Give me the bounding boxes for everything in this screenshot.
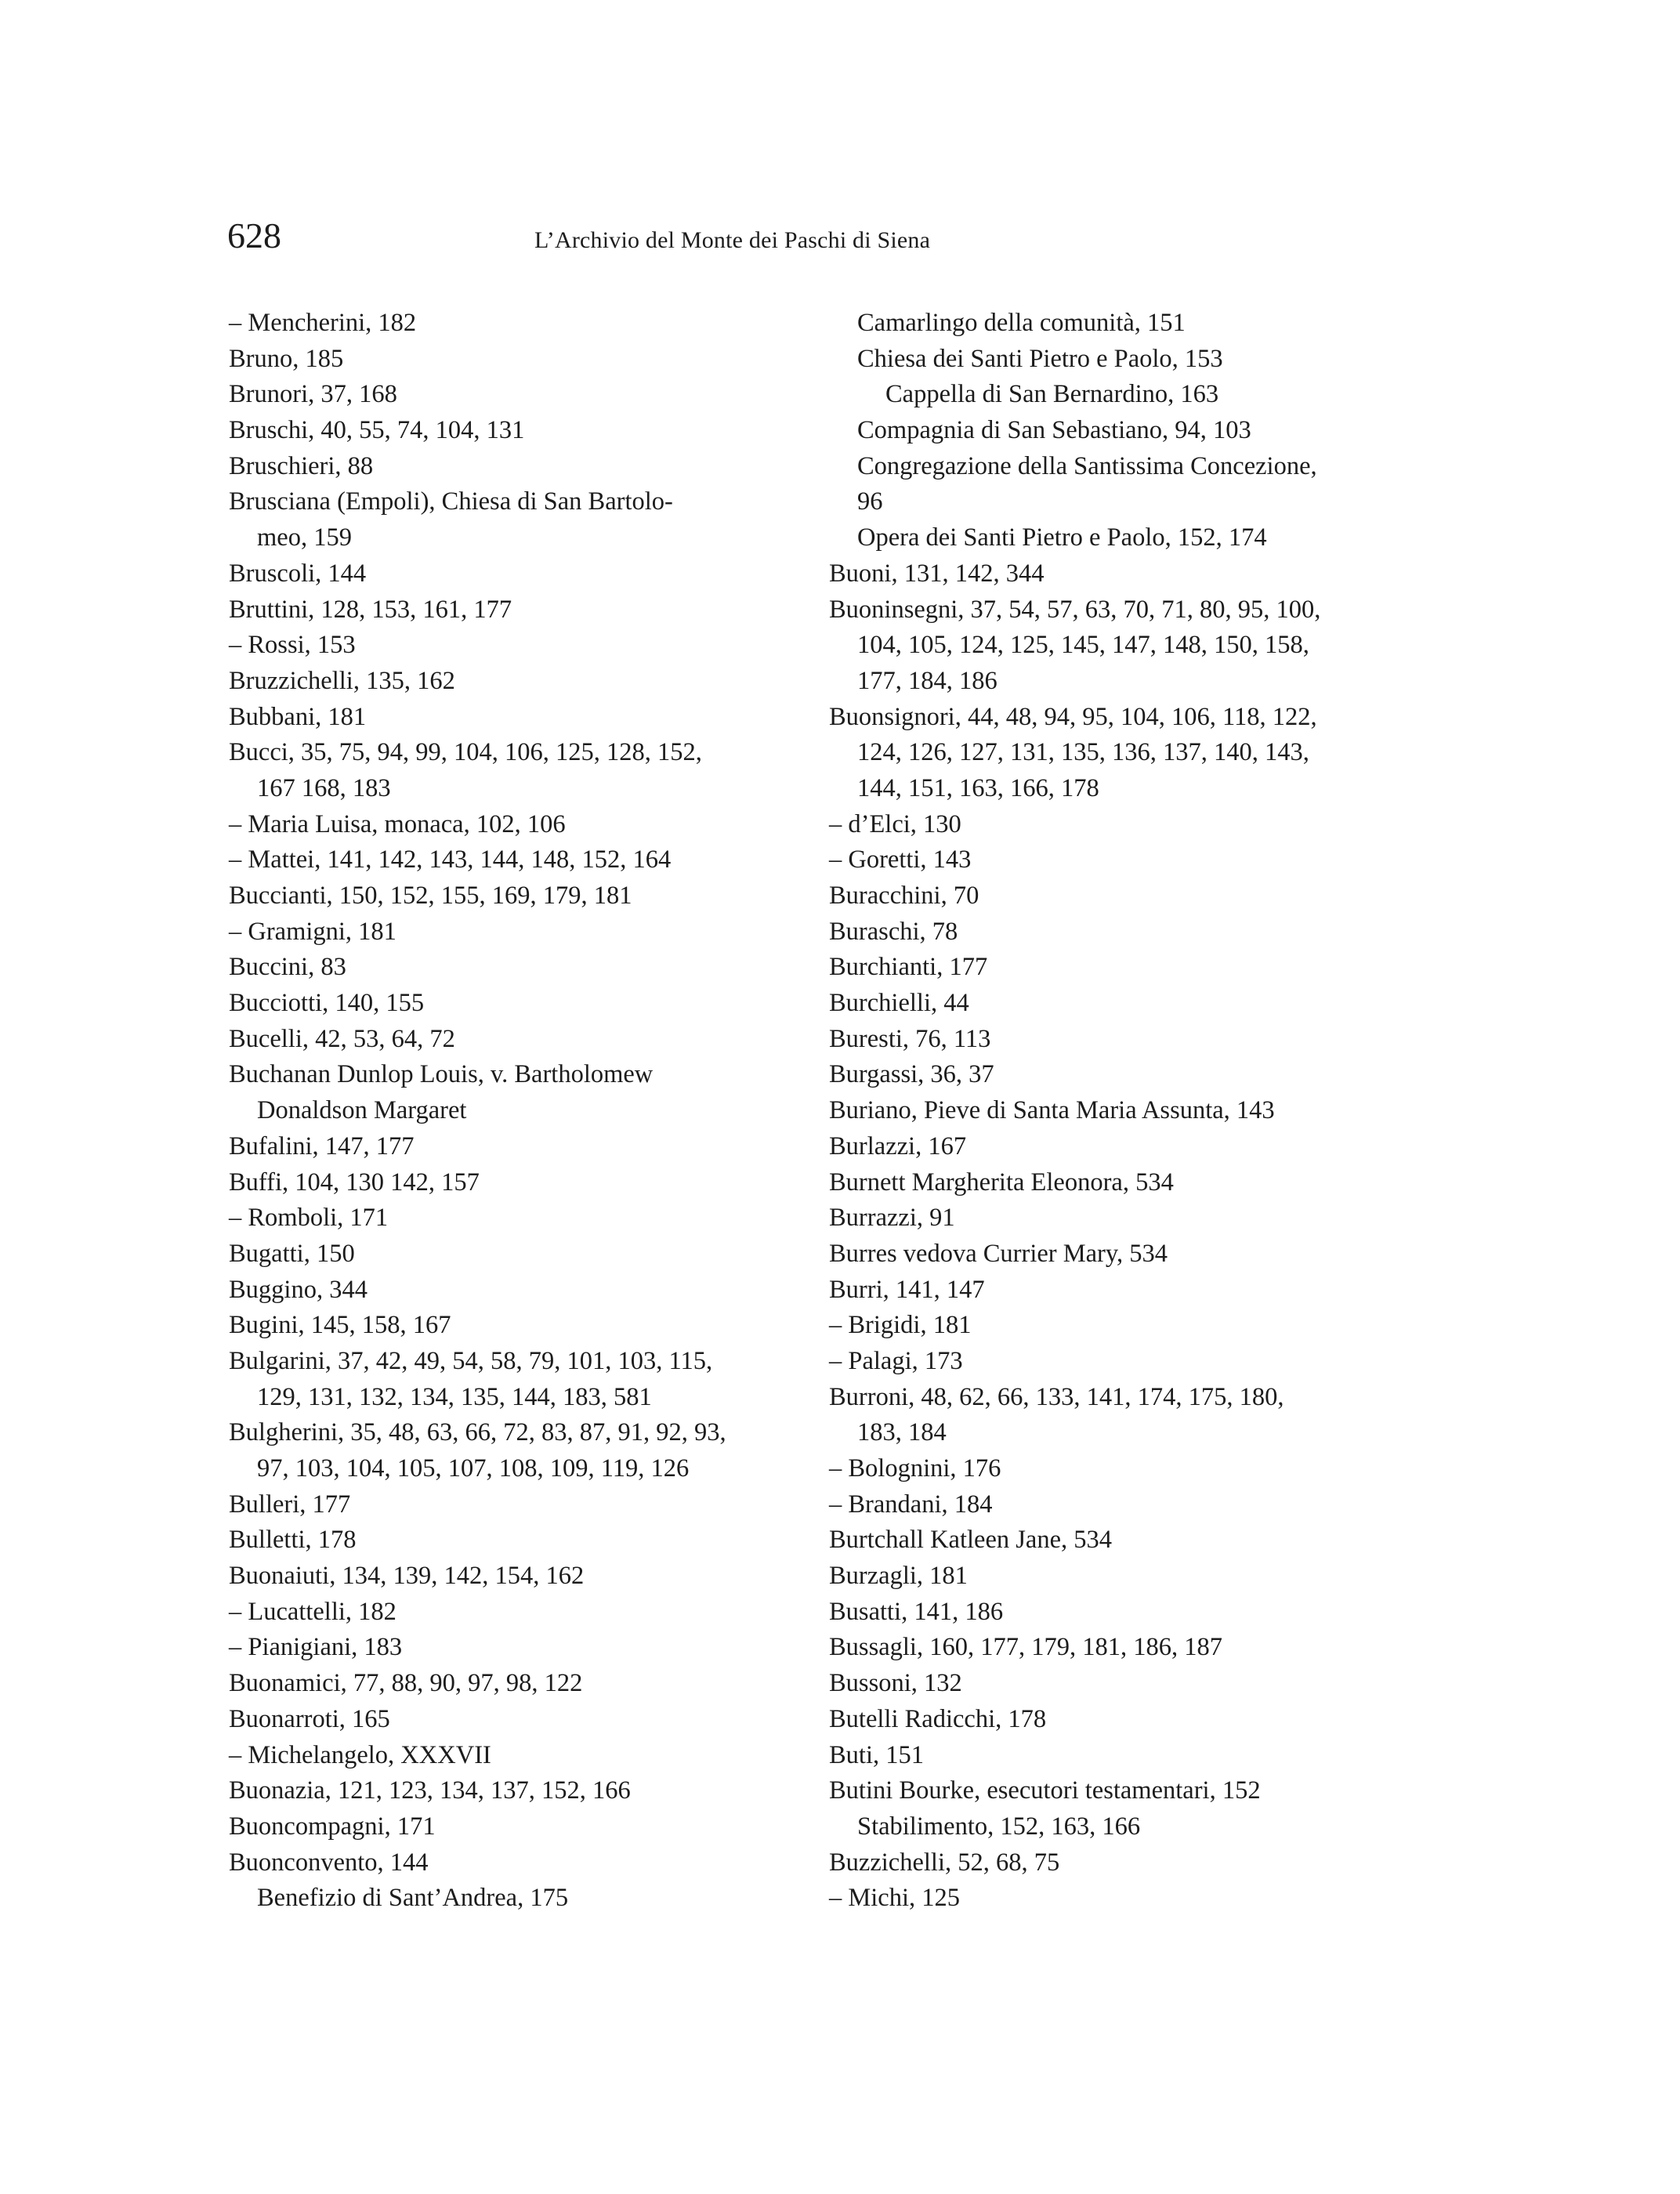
index-entry: Congregazione della Santissima Concezione, xyxy=(857,451,1317,480)
running-title: L’Archivio del Monte dei Paschi di Siena xyxy=(534,227,931,253)
index-entry: – Pianigiani, 183 xyxy=(229,1633,403,1662)
index-entry: Buccini, 83 xyxy=(229,953,346,982)
index-entry: Compagnia di San Sebastiano, 94, 103 xyxy=(857,416,1251,445)
index-entry: Buonamici, 77, 88, 90, 97, 98, 122 xyxy=(229,1669,583,1698)
index-entry: 104, 105, 124, 125, 145, 147, 148, 150, 158, xyxy=(857,631,1309,660)
index-entry: Buti, 151 xyxy=(829,1740,924,1769)
index-entry: Buccianti, 150, 152, 155, 169, 179, 181 xyxy=(229,882,632,910)
index-entry: Buggino, 344 xyxy=(229,1275,368,1304)
index-entry: Butelli Radicchi, 178 xyxy=(829,1704,1047,1733)
index-entry: Bulgherini, 35, 48, 63, 66, 72, 83, 87, 91, 92, 93, xyxy=(229,1418,726,1447)
index-entry: Burlazzi, 167 xyxy=(829,1131,967,1160)
index-entry: Buonconvento, 144 xyxy=(229,1848,429,1877)
index-entry: Buresti, 76, 113 xyxy=(829,1024,991,1053)
index-entry: Burtchall Katleen Jane, 534 xyxy=(829,1526,1112,1555)
index-entry: meo, 159 xyxy=(257,523,352,552)
index-entry: Bucciotti, 140, 155 xyxy=(229,989,425,1018)
index-entry: 96 xyxy=(857,487,883,516)
page-number: 628 xyxy=(227,215,281,255)
index-entry: Bucelli, 42, 53, 64, 72 xyxy=(229,1024,455,1053)
index-entry: Bussagli, 160, 177, 179, 181, 186, 187 xyxy=(829,1633,1222,1662)
index-entry: Bugini, 145, 158, 167 xyxy=(229,1311,451,1340)
index-entry: – d’Elci, 130 xyxy=(829,809,961,838)
index-entry: – Michelangelo, XXXVII xyxy=(229,1740,491,1769)
index-entry: Bulleri, 177 xyxy=(229,1490,351,1519)
index-entry: Buchanan Dunlop Louis, v. Bartholomew xyxy=(229,1060,654,1089)
index-entry: Benefizio di Sant’Andrea, 175 xyxy=(257,1884,569,1913)
index-entry: Burri, 141, 147 xyxy=(829,1275,985,1304)
index-entry: – Brigidi, 181 xyxy=(829,1311,972,1340)
index-entry: Buonsignori, 44, 48, 94, 95, 104, 106, 118, 122, xyxy=(829,702,1317,731)
index-entry: – Michi, 125 xyxy=(829,1884,961,1913)
index-entry: Burchianti, 177 xyxy=(829,953,988,982)
index-entry: Bruno, 185 xyxy=(229,344,344,373)
index-entry: Bulgarini, 37, 42, 49, 54, 58, 79, 101, 103, 115, xyxy=(229,1346,713,1375)
index-entry: Bruscoli, 144 xyxy=(229,559,367,588)
index-entry: Burzagli, 181 xyxy=(829,1562,968,1591)
index-entry: Bugatti, 150 xyxy=(229,1239,355,1268)
index-entry: Chiesa dei Santi Pietro e Paolo, 153 xyxy=(857,344,1223,373)
index-entry: Opera dei Santi Pietro e Paolo, 152, 174 xyxy=(857,523,1267,552)
index-entry: Burgassi, 36, 37 xyxy=(829,1060,994,1089)
index-entry: Buraschi, 78 xyxy=(829,917,958,946)
index-entry: Buoninsegni, 37, 54, 57, 63, 70, 71, 80, 95, 100, xyxy=(829,595,1321,624)
index-entry: Bruschieri, 88 xyxy=(229,451,374,480)
index-entry: – Gramigni, 181 xyxy=(229,917,396,946)
index-entry: Butini Bourke, esecutori testamentari, 152 xyxy=(829,1776,1261,1805)
index-entry: 177, 184, 186 xyxy=(857,666,998,695)
index-entry: Bufalini, 147, 177 xyxy=(229,1131,415,1160)
index-entry: – Romboli, 171 xyxy=(229,1204,389,1233)
index-entry: Burnett Margherita Eleonora, 534 xyxy=(829,1168,1174,1197)
index-column-left xyxy=(229,306,793,1917)
index-entry: Bruzzichelli, 135, 162 xyxy=(229,666,455,695)
index-entry: Buffi, 104, 130 142, 157 xyxy=(229,1168,480,1197)
index-entry: Bruschi, 40, 55, 74, 104, 131 xyxy=(229,416,525,445)
index-entry: Bussoni, 132 xyxy=(829,1669,962,1698)
index-entry: Burroni, 48, 62, 66, 133, 141, 174, 175, 180, xyxy=(829,1382,1284,1411)
index-entry: Bubbani, 181 xyxy=(229,702,367,731)
index-entry: – Mencherini, 182 xyxy=(229,309,417,337)
index-entry: Burrazzi, 91 xyxy=(829,1204,955,1233)
index-entry: 97, 103, 104, 105, 107, 108, 109, 119, 126 xyxy=(257,1454,690,1483)
index-entry: Buoni, 131, 142, 344 xyxy=(829,559,1045,588)
index-entry: – Palagi, 173 xyxy=(829,1346,963,1375)
index-column-right xyxy=(829,306,1395,1917)
index-entry: Buriano, Pieve di Santa Maria Assunta, 143 xyxy=(829,1096,1275,1125)
index-entry: 124, 126, 127, 131, 135, 136, 137, 140, 143, xyxy=(857,738,1309,767)
index-entry: Bucci, 35, 75, 94, 99, 104, 106, 125, 128, 152, xyxy=(229,738,702,767)
index-entry: Busatti, 141, 186 xyxy=(829,1597,1004,1626)
index-entry: Donaldson Margaret xyxy=(257,1096,467,1125)
index-entry: – Rossi, 153 xyxy=(229,631,356,660)
index-entry: Bulletti, 178 xyxy=(229,1526,357,1555)
index-entry: Bruttini, 128, 153, 161, 177 xyxy=(229,595,512,624)
index-entry: 144, 151, 163, 166, 178 xyxy=(857,773,1099,802)
index-entry: Burres vedova Currier Mary, 534 xyxy=(829,1239,1168,1268)
index-entry: – Maria Luisa, monaca, 102, 106 xyxy=(229,809,566,838)
index-entry: Camarlingo della comunità, 151 xyxy=(857,309,1186,337)
index-entry: Buonarroti, 165 xyxy=(229,1704,390,1733)
index-entry: – Brandani, 184 xyxy=(829,1490,993,1519)
index-entry: 167 168, 183 xyxy=(257,773,391,802)
index-entry: Buonazia, 121, 123, 134, 137, 152, 166 xyxy=(229,1776,631,1805)
index-entry: 183, 184 xyxy=(857,1418,947,1447)
index-entry: Buoncompagni, 171 xyxy=(229,1812,436,1841)
index-entry: Cappella di San Bernardino, 163 xyxy=(885,380,1219,409)
index-entry: 129, 131, 132, 134, 135, 144, 183, 581 xyxy=(257,1382,652,1411)
index-entry: Buzzichelli, 52, 68, 75 xyxy=(829,1848,1060,1877)
index-entry: Buonaiuti, 134, 139, 142, 154, 162 xyxy=(229,1562,585,1591)
index-entry: – Lucattelli, 182 xyxy=(229,1597,396,1626)
index-entry: Brusciana (Empoli), Chiesa di San Bartolo- xyxy=(229,487,673,516)
index-entry: Buracchini, 70 xyxy=(829,882,979,910)
index-entry: Brunori, 37, 168 xyxy=(229,380,397,409)
index-entry: Burchielli, 44 xyxy=(829,989,969,1018)
index-entry: – Mattei, 141, 142, 143, 144, 148, 152, 164 xyxy=(229,845,672,874)
index-entry: – Bolognini, 176 xyxy=(829,1454,1001,1483)
index-entry: Stabilimento, 152, 163, 166 xyxy=(857,1812,1141,1841)
index-entry: – Goretti, 143 xyxy=(829,845,972,874)
